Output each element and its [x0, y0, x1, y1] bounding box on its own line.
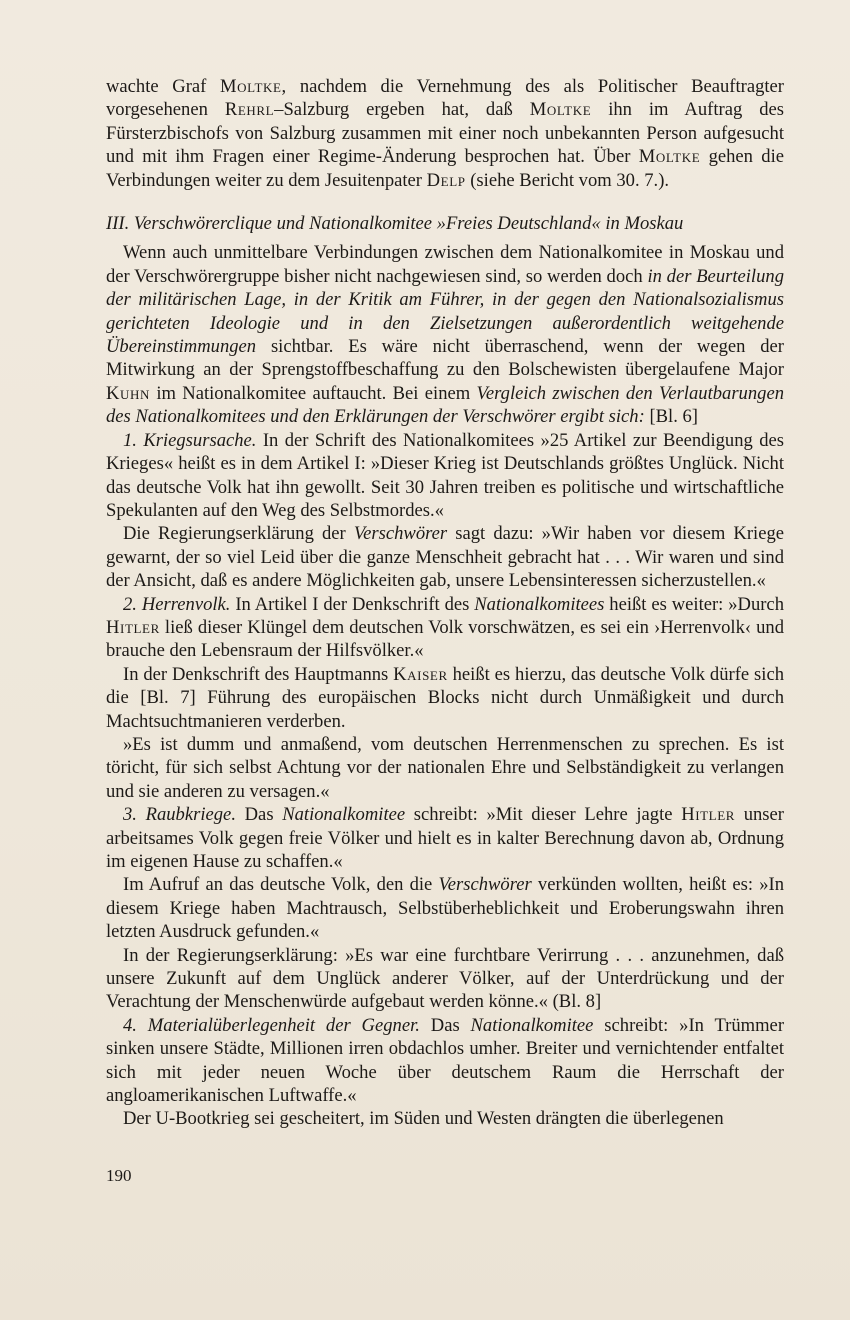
- page-number: 190: [106, 1166, 132, 1185]
- paragraph-materialueberlegenheit: 4. Materialüberlegenheit der Gegner. Das Nationalkomitee schreibt: »In Trümmer sinken unsere Städte, Millionen irren obdachlos umher. Breiter und vernichtender entfaltet sich mit jeder neuen Woche über deutschem Raum die Herrschaft der angloamerikanischen Luftwaffe.«: [106, 1014, 785, 1107]
- point-heading: 1. Kriegsursache.: [123, 429, 257, 451]
- section-heading: III. Verschwörerclique und Nationalkomitee »Freies Deutschland« in Moskau: [106, 213, 684, 235]
- paragraph-herrenvolk: 2. Herrenvolk. In Artikel I der Denkschrift des Nationalkomitees heißt es weiter: »Durch Hitler ließ dieser Klüngel dem deutschen Volk vorschwätzen, es sei ein ›Herrenvolk‹ und brauche den Lebensraum der Hilfsvölker.«: [106, 593, 784, 662]
- name-hitler: Hitler: [681, 804, 736, 826]
- point-heading: 2. Herrenvolk.: [123, 593, 231, 615]
- name-moltke: Moltke: [219, 76, 282, 97]
- paragraph-moltke-connections: wachte Graf Moltke, nachdem die Vernehmung des als Politischer Beauftragter vorgesehenen Rehrl–Salzburg ergeben hat, daß Moltke ihn im Auftrag des Fürsterzbischofs von Salzburg zusammen mit einer noch unbekannten Person aufgesucht und mit ihm Fragen einer Regime-Änderung besprochen hat. Über Moltke gehen die Verbindungen weiter zu dem Jesuitenpater Delp (siehe Bericht vom 30. 7.).: [106, 76, 784, 191]
- paragraph-kriegsursache: 1. Kriegsursache. In der Schrift des Nationalkomitees »25 Artikel zur Beendigung des Krieges« heißt es in dem Artikel I: »Dieser Krieg ist Deutschlands größtes Unglück. Nicht das deutsche Volk hat ihn gewollt. Seit 30 Jahren treiben es politische und wirtschaftliche Spekulanten auf den Weg des Selbstmordes.«: [106, 429, 784, 521]
- name-moltke: Moltke: [638, 146, 701, 168]
- point-heading: 4. Materialüberlegenheit der Gegner.: [123, 1014, 420, 1036]
- paragraph-raubkriege: 3. Raubkriege. Das Nationalkomitee schreibt: »Mit dieser Lehre jagte Hitler unser arbeitsames Volk gegen freie Völker und hielt es in kalter Berechnung davon ab, Ordnung im eigenen Hause zu schaffen.«: [106, 804, 784, 872]
- paragraph-regierungserklaerung: Die Regierungserklärung der Verschwörer sagt dazu: »Wir haben vor diesem Kriege gewarnt, der so viel Leid über die ganze Menschheit gebracht hat . . . Wir waren und sind der Ansicht, daß es andere Möglichkeiten gab, unsere Lebensinteressen sicherzustellen.«: [106, 523, 785, 592]
- name-rehrl: Rehrl: [224, 99, 275, 121]
- name-delp: Delp: [426, 169, 466, 191]
- name-moltke: Moltke: [529, 99, 592, 121]
- paragraph-comparison-intro: Wenn auch unmittelbare Verbindungen zwischen dem Nationalkomitee in Moskau und der Verschwörergruppe bisher nicht nachgewiesen sind, so werden doch in der Beurteilung der militärischen Lage, in der Kritik am Führer, in der gegen den Nationalsozialismus gerichteten Ideologie und in den Zielsetzungen außerordentlich weitgehende Übereinstimmungen sichtbar. Es wäre nicht überraschend, wenn der wegen der Mitwirkung an der Sprengstoffbeschaffung zu den Bolschewisten übergelaufene Major Kuhn im Nationalkomitee auftaucht. Bei einem Vergleich zwischen den Verlautbarungen des Nationalkomitees und den Erklärungen der Verschwörer ergibt sich: [Bl. 6]: [106, 242, 784, 428]
- paragraph-verirrung: In der Regierungserklärung: »Es war eine furchtbare Verirrung . . . anzunehmen, daß unsere Zukunft auf dem Unglück anderer Völker, auf der Unterdrückung und der Verachtung der Menschenwürde aufgebaut werden könne.« (Bl. 8]: [106, 944, 784, 1013]
- name-kuhn: Kuhn: [106, 382, 150, 404]
- body-text: [106, 75, 784, 1131]
- name-hitler: Hitler: [106, 616, 160, 638]
- paragraph-quote-herrenmenschen: »Es ist dumm und anmaßend, vom deutschen Herrenmenschen zu sprechen. Es ist töricht, für sich selbst Achtung vor der nationalen Ehre und Selbständigkeit zu verlangen und sie anderen zu versagen.«: [106, 733, 784, 802]
- point-heading: 3. Raubkriege.: [123, 804, 236, 826]
- paragraph-u-bootkrieg: Der U-Bootkrieg sei gescheitert, im Süden und Westen drängten die überlegenen: [123, 1108, 724, 1130]
- name-kaiser: Kaiser: [393, 663, 448, 685]
- paragraph-kaiser: In der Denkschrift des Hauptmanns Kaiser heißt es hierzu, das deutsche Volk dürfe sich die [Bl. 7] Führung des europäischen Blocks nicht durch Unmäßigkeit und durch Machtsuchtmanieren verderben.: [106, 663, 784, 732]
- paragraph-aufruf: Im Aufruf an das deutsche Volk, den die Verschwörer verkünden wollten, heißt es: »In diesem Kriege haben Machtrausch, Selbstüberheblichkeit und Eroberungswahn ihren letzten Ausdruck gefunden.«: [106, 874, 784, 943]
